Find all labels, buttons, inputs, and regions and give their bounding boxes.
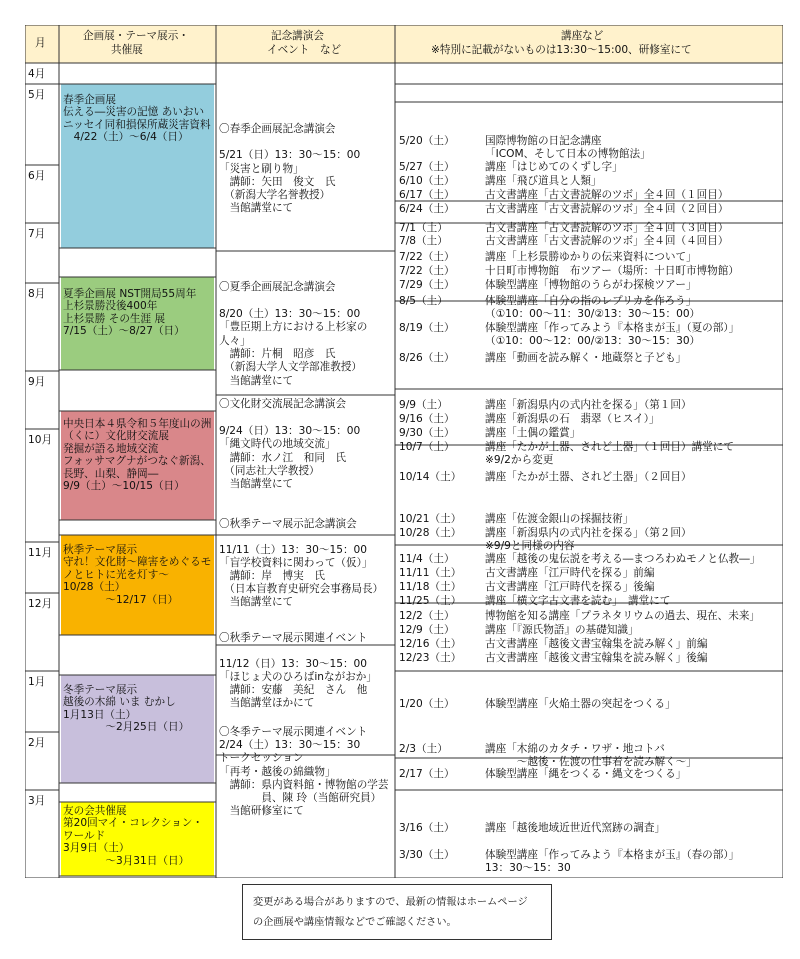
lecture-date-2: 5/27（土）: [399, 161, 455, 173]
lecture-8-line-1: 講座「上杉景勝ゆかりの伝来資料について」: [485, 251, 697, 263]
event-3-line-7: 当館講堂にて: [219, 478, 294, 491]
lecture-10-line-1: 体験型講座「博物館のうらがわ探検ツアー」: [485, 279, 697, 291]
lecture-date-33: 3/30（土）: [399, 849, 455, 861]
event-3-line-6: （同志社大学教授）: [219, 465, 320, 477]
exhibition-4-line-2: 守れ！文化財～障害をめぐるモ: [63, 556, 212, 569]
event-6-line-2: 2/24（土）13：30～15：30: [219, 739, 361, 752]
lecture-25-line-1: 博物館を知る講座「プラネタリウムの過去、現在、未来」: [485, 610, 761, 622]
exhibition-5-line-4: ～2月25日（日）: [63, 721, 190, 734]
lecture-date-20: 10/28（土）: [399, 527, 462, 539]
event-2-line-7: （新潟大学人文学部准教授）: [219, 361, 363, 374]
month-label-1: 4月: [28, 68, 46, 80]
event-4-line-1: 〇秋季テーマ展示記念講演会: [219, 518, 357, 530]
lecture-11-line-2: （①10：00～11：30/②13：30～15：00）: [485, 308, 701, 321]
month-label-6: 9月: [28, 376, 46, 388]
exhibition-3-line-3: 発掘が語る地域交流: [63, 442, 159, 455]
exhibition-3-line-1: 中央日本４県令和５年度山の洲: [63, 418, 212, 430]
event-2-line-1: 〇夏季企画展記念講演会: [219, 281, 336, 293]
event-4-line-7: 当館講堂にて: [219, 596, 294, 608]
lecture-date-6: 7/1（土）: [399, 222, 448, 234]
lecture-7-line-1: 古文書講座「古文書読解のツボ」全４回（４回目）: [485, 235, 729, 247]
lecture-18-line-1: 講座「たかが土器、されど土器」（２回目）: [485, 471, 692, 483]
event-5-line-3: 11/12（日）13：30～15：00: [219, 658, 368, 670]
lecture-19-line-1: 講座「佐渡金銀山の採掘技術」: [485, 513, 634, 525]
exhibition-6-line-5: ～3月31日（日）: [63, 854, 190, 867]
lecture-33-line-2: 13：30～15：30: [485, 862, 571, 875]
exhibition-1-line-1: 春季企画展: [63, 94, 116, 106]
lecture-1-line-2: 「ICOM、そして日本の博物館法」: [485, 148, 651, 161]
event-1-line-3: 5/21（日）13：30～15：00: [219, 149, 361, 162]
notice-box: [242, 884, 552, 940]
exhibition-4-line-4: 10/28（土）: [63, 581, 126, 594]
event-6-line-6: 員、陳 玲（当館研究員）: [219, 792, 382, 804]
lecture-32-line-1: 講座「越後地域近世近代窯跡の調査」: [485, 822, 666, 834]
lecture-date-16: 9/30（土）: [399, 427, 455, 439]
header-lectures: 講座など: [561, 30, 604, 42]
lecture-2-line-1: 講座「はじめてのくずし字」: [485, 161, 623, 173]
exhibition-4-line-1: 秋季テーマ展示: [63, 544, 138, 556]
exhibition-4-line-3: ノとヒトに光を灯す～: [63, 568, 169, 581]
event-4-line-5: 講師：岸 博実 氏: [219, 570, 325, 582]
exhibition-5-line-3: 1月13日（土）: [63, 708, 137, 721]
lecture-17-line-1: 講座「たかが土器、されど土器」（１回目）講堂にて: [485, 441, 734, 453]
lecture-23-line-1: 古文書講座「江戸時代を探る」後編: [485, 581, 655, 593]
lecture-31-line-1: 体験型講座「縄をつくる・縄文をつくる」: [485, 768, 687, 780]
lecture-date-1: 5/20（土）: [399, 135, 455, 147]
event-1-line-4: 「災害と刷り物」: [219, 162, 304, 175]
header-exhibitions-sub: 共催展: [111, 44, 143, 56]
lecture-12-line-2: （①10：00～12：00/②13：30～15：30）: [485, 335, 701, 348]
lecture-date-11: 8/5（土）: [399, 295, 448, 307]
lecture-date-32: 3/16（土）: [399, 822, 455, 834]
exhibition-2-line-2: 上杉景勝没後400年: [63, 300, 158, 313]
lecture-16-line-1: 講座「土偶の鑑賞」: [485, 427, 581, 439]
exhibition-1-line-2: 伝える―災害の記憶 あいおい: [63, 106, 205, 119]
lecture-date-5: 6/24（土）: [399, 203, 455, 215]
event-6-line-4: 「再考・越後の綿織物」: [219, 765, 336, 778]
exhibition-6-line-3: ワールド: [63, 829, 106, 842]
exhibition-2-line-4: 7/15（土）～8/27（日）: [63, 325, 185, 338]
event-5-line-5: 講師：安藤 美紀 さん 他: [219, 684, 368, 696]
lecture-date-26: 12/9（土）: [399, 624, 455, 636]
lecture-date-27: 12/16（土）: [399, 638, 462, 650]
lecture-date-4: 6/17（土）: [399, 189, 455, 201]
lecture-date-17: 10/7（土）: [399, 441, 455, 453]
lecture-date-18: 10/14（土）: [399, 471, 462, 483]
lecture-date-12: 8/19（土）: [399, 322, 455, 334]
event-4-line-3: 11/11（土）13：30～15：00: [219, 544, 368, 556]
exhibition-2-line-3: 上杉景勝 その生涯 展: [63, 312, 166, 325]
month-label-2: 5月: [28, 89, 46, 101]
lecture-9-line-1: 十日町市博物館 布ツアー（場所：十日町市博物館）: [485, 265, 739, 277]
event-1-line-6: （新潟大学名誉教授）: [219, 189, 331, 201]
lecture-date-24: 11/25（土）: [399, 595, 462, 607]
event-6-line-1: 〇冬季テーマ展示関連イベント: [219, 726, 368, 738]
month-label-12: 3月: [28, 795, 46, 807]
event-3-line-1: 〇文化財交流展記念講演会: [219, 398, 347, 410]
lecture-29-line-1: 体験型講座「火焔土器の突起をつくる」: [485, 698, 676, 710]
exhibition-6-line-4: 3月9日（土）: [63, 842, 130, 855]
lecture-date-30: 2/3（土）: [399, 743, 448, 755]
lecture-21-line-1: 講座「越後の鬼伝説を考える―まつろわぬモノと仏教―」: [485, 553, 761, 565]
lecture-30-line-2: ～越後・佐渡の仕事着を読み解く～」: [485, 756, 697, 769]
event-6-line-7: 当館研修室にて: [219, 805, 304, 818]
header-events-sub: イベント など: [267, 44, 342, 56]
exhibition-1-line-3: ニッセイ同和損保所蔵災害資料: [63, 118, 211, 131]
exhibition-3-line-5: 長野、山梨、静岡―: [63, 467, 159, 480]
lecture-20-line-1: 講座「新潟県内の式内社を探る」（第２回）: [485, 527, 692, 539]
event-4-line-6: （日本盲教育史研究会事務局長）: [219, 583, 384, 595]
lecture-date-13: 8/26（土）: [399, 352, 455, 364]
event-3-line-5: 講師：水ノ江 和同 氏: [219, 451, 347, 464]
month-label-11: 2月: [28, 737, 46, 749]
exhibition-3-line-2: （くに）文化財交流展: [63, 430, 169, 443]
lecture-date-25: 12/2（土）: [399, 610, 455, 622]
event-2-line-8: 当館講堂にて: [219, 374, 294, 387]
event-2-line-3: 8/20（土）13：30～15：00: [219, 307, 361, 320]
event-3-line-3: 9/24（日）13：30～15：00: [219, 424, 361, 437]
lecture-date-8: 7/22（土）: [399, 251, 455, 263]
lecture-date-7: 7/8（土）: [399, 235, 448, 247]
lecture-17-line-2: ※9/2から変更: [485, 454, 554, 467]
lecture-26-line-1: 講座「『源氏物語』の基礎知識」: [485, 624, 639, 636]
month-label-8: 11月: [28, 547, 53, 559]
lecture-date-15: 9/16（土）: [399, 413, 455, 425]
event-1-line-1: 〇春季企画展記念講演会: [219, 123, 336, 135]
event-2-line-6: 講師：片桐 昭彦 氏: [219, 348, 336, 360]
lecture-date-19: 10/21（土）: [399, 513, 462, 525]
event-1-line-7: 当館講堂にて: [219, 202, 294, 215]
lecture-13-line-1: 講座「動画を読み解く・地蔵祭と子ども」: [485, 352, 687, 364]
lecture-15-line-1: 講座「新潟県の石 翡翠（ヒスイ）」: [485, 413, 660, 425]
exhibition-3-line-4: フォッサマグナがつなぐ新潟、: [63, 455, 211, 468]
month-label-9: 12月: [28, 598, 53, 610]
event-3-line-4: 「縄文時代の地域交流」: [219, 438, 336, 451]
notice-line-1: 変更がある場合がありますので、最新の情報はホームページ: [253, 897, 528, 908]
lecture-date-3: 6/10（土）: [399, 175, 455, 187]
exhibition-6-line-2: 第20回マイ・コレクション・: [63, 817, 203, 830]
lecture-12-line-1: 体験型講座「作ってみよう『本格まが玉』（夏の部）」: [485, 322, 740, 334]
month-label-10: 1月: [28, 676, 46, 688]
event-4-line-4: 「盲学校資料に関わって（仮）」: [219, 557, 373, 569]
exhibition-4-line-5: ～12/17（日）: [63, 593, 179, 606]
lecture-6-line-1: 古文書講座「古文書読解のツボ」全４回（３回目）: [485, 222, 729, 234]
month-label-4: 7月: [28, 228, 46, 240]
header-month: 月: [35, 37, 46, 49]
exhibition-3-line-6: 9/9（土）～10/15（日）: [63, 480, 185, 492]
header-events: 記念講演会: [271, 30, 324, 42]
lecture-date-23: 11/18（土）: [399, 581, 462, 593]
event-2-line-5: 人々」: [219, 334, 251, 347]
event-5-line-4: 「ほじょ犬のひろばinながおか」: [219, 671, 377, 683]
month-label-3: 6月: [28, 170, 46, 182]
lecture-date-10: 7/29（土）: [399, 279, 455, 291]
lecture-11-line-1: 体験型講座「自分の指のレプリカを作ろう」: [485, 295, 697, 307]
lecture-5-line-1: 古文書講座「古文書読解のツボ」全４回（２回目）: [485, 203, 729, 215]
lecture-date-28: 12/23（土）: [399, 652, 462, 664]
event-1-line-5: 講師：矢田 俊文 氏: [219, 175, 336, 188]
lecture-33-line-1: 体験型講座「作ってみよう『本格まが玉』（春の部）」: [485, 849, 740, 861]
lecture-date-14: 9/9（土）: [399, 399, 448, 411]
event-6-line-3: トークセッション: [219, 752, 304, 765]
lecture-14-line-1: 講座「新潟県内の式内社を探る」（第１回）: [485, 399, 692, 411]
event-5-line-1: 〇秋季テーマ展示関連イベント: [219, 632, 368, 644]
event-2-line-4: 「豊臣期上方における上杉家の: [219, 321, 368, 334]
lecture-1-line-1: 国際博物館の日記念講座: [485, 135, 602, 147]
lecture-28-line-1: 古文書講座「越後文書宝翰集を読み解く」後編: [485, 652, 708, 664]
exhibition-5-line-1: 冬季テーマ展示: [63, 684, 138, 696]
notice-line-2: の企画展や講座情報などでご確認ください。: [253, 917, 457, 928]
lecture-22-line-1: 古文書講座「江戸時代を探る」前編: [485, 567, 655, 579]
lecture-date-22: 11/11（土）: [399, 567, 462, 579]
exhibition-5-line-2: 越後の木綿 いま むかし: [63, 696, 176, 709]
lecture-3-line-1: 講座「飛び道具と人類」: [485, 175, 602, 187]
exhibition-6-line-1: 友の会共催展: [63, 805, 127, 817]
lecture-30-line-1: 講座「木綿のカタチ・ワザ・地コトバ: [485, 743, 665, 755]
lecture-4-line-1: 古文書講座「古文書読解のツボ」全４回（１回目）: [485, 189, 729, 201]
lecture-27-line-1: 古文書講座「越後文書宝翰集を読み解く」前編: [485, 638, 708, 650]
lecture-20-line-2: ※9/9と同様の内容: [485, 540, 575, 553]
lecture-date-31: 2/17（土）: [399, 768, 455, 780]
lecture-date-29: 1/20（土）: [399, 698, 455, 710]
schedule-table: [25, 25, 783, 878]
lecture-24-line-1: 講座「横文字古文書を読む」 講堂にて: [485, 595, 671, 607]
exhibition-1-line-4: 4/22（土）～6/4（日）: [63, 131, 189, 144]
lecture-date-21: 11/4（土）: [399, 553, 455, 565]
exhibition-2-line-1: 夏季企画展 NST開局55周年: [63, 288, 197, 300]
lecture-date-9: 7/22（土）: [399, 265, 455, 277]
header-lectures-note: ※特別に記載がないものは13:30～15:00、研修室にて: [431, 44, 692, 56]
month-label-7: 10月: [28, 434, 53, 446]
header-exhibitions: 企画展・テーマ展示・: [83, 30, 189, 42]
event-6-line-5: 講師：県内資料館・博物館の学芸: [219, 778, 389, 791]
event-5-line-6: 当館講堂ほかにて: [219, 697, 315, 709]
month-label-5: 8月: [28, 288, 46, 300]
